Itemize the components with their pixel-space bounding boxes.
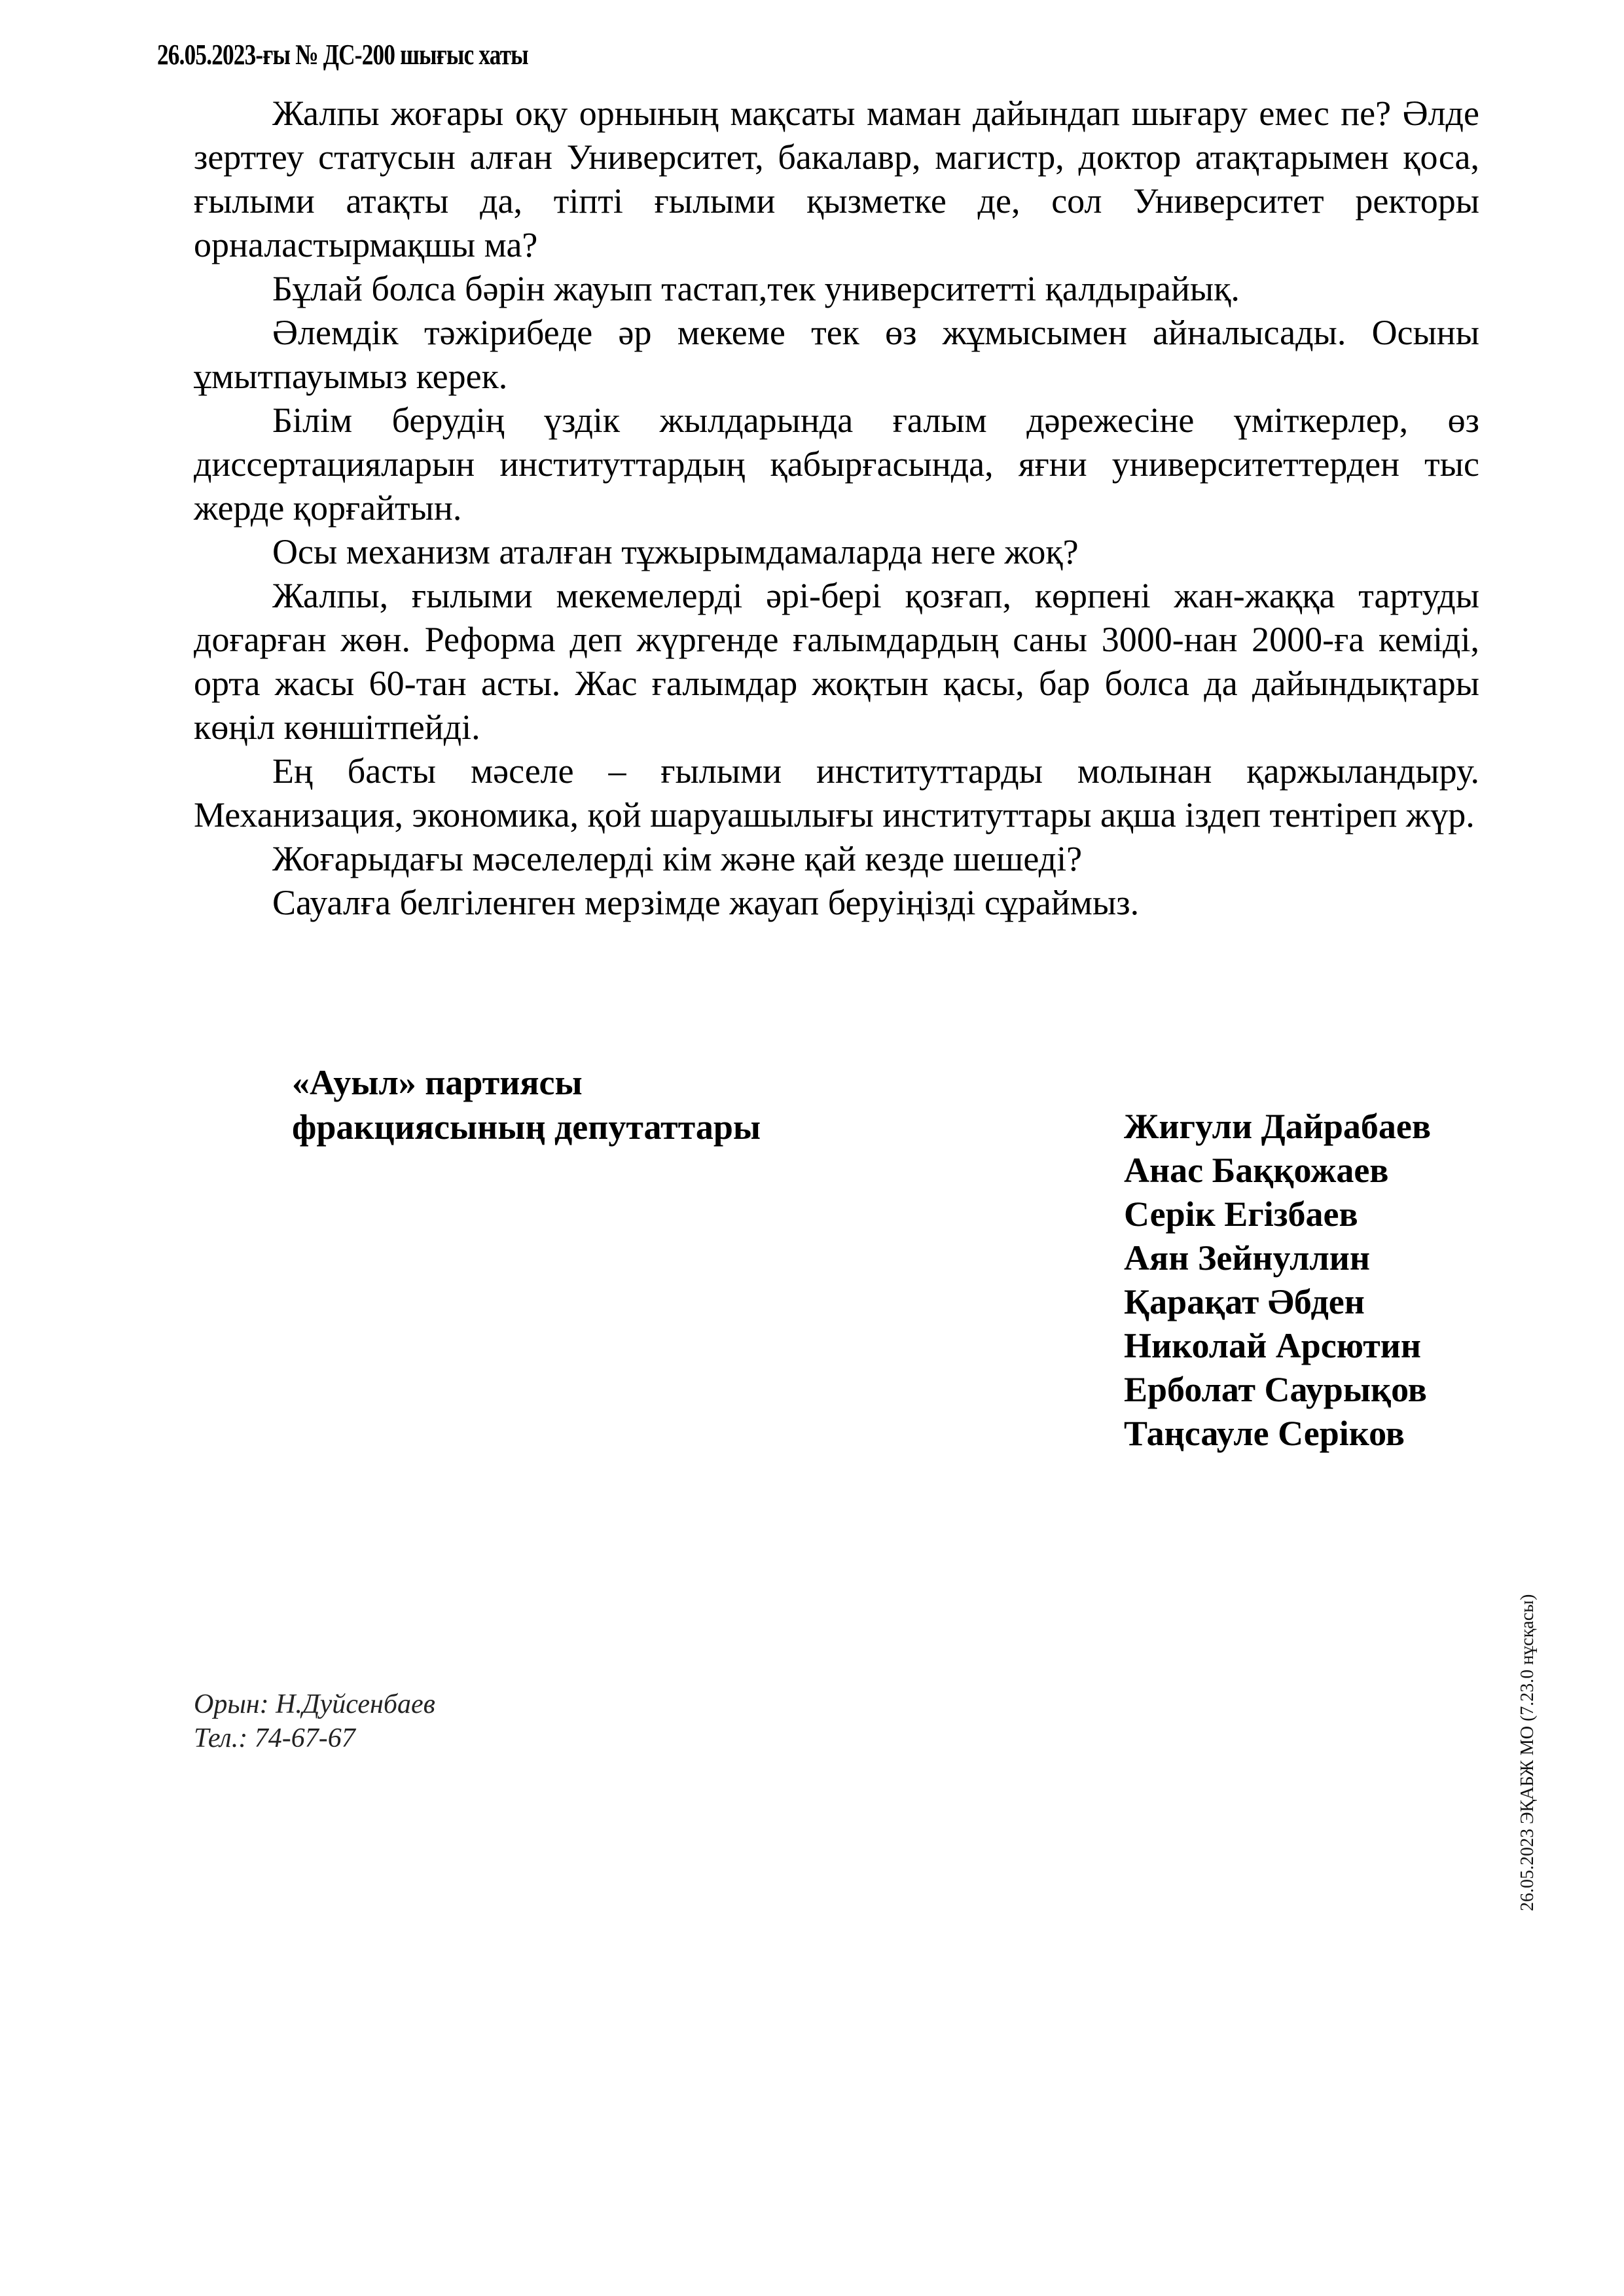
deputy-name: Жигули Дайрабаев bbox=[1124, 1107, 1432, 1146]
party-name: «Ауыл» партиясы bbox=[292, 1063, 583, 1102]
paragraph: Жалпы жоғары оқу орнының мақсаты маман дайындап шығару емес пе? Әлде зерттеу статусын алған Университет, бакалавр, магистр, доктор атақтарымен қоса, ғылыми атақты да, тіпті ғылыми қызметке де, сол Университет ректоры орналастырмақшы ма? bbox=[194, 94, 1479, 264]
paragraph: Білім берудің үздік жылдарында ғалым дәрежесіне үміткерлер, өз диссертацияларын институттардың қабырғасында, яғни университеттерден тыс жерде қорғайтын. bbox=[194, 401, 1479, 528]
paragraph: Бұлай болса бәрін жауып тастап,тек университетті қалдырайық. bbox=[272, 269, 1240, 308]
deputy-name: Анас Баққожаев bbox=[1124, 1151, 1389, 1190]
paragraph: Сауалға белгіленген мерзімде жауап беруіңізді сұраймыз. bbox=[272, 883, 1140, 922]
paragraph: Әлемдік тәжірибеде әр мекеме тек өз жұмысымен айналысады. Осыны ұмытпауымыз керек. bbox=[194, 313, 1479, 396]
party-faction-signature-block bbox=[292, 1060, 761, 1149]
vertical-registration-stamp: 26.05.2023 ЭҚАБЖ МО (7.23.0 нұсқасы) bbox=[1517, 1594, 1538, 1911]
deputy-name: Серік Егізбаев bbox=[1124, 1194, 1358, 1234]
paragraph: Жоғарыдағы мәселелерді кім және қай кезде шешеді? bbox=[272, 839, 1083, 878]
deputy-name: Қарақат Әбден bbox=[1124, 1282, 1365, 1321]
faction-deputies-label: фракциясының депутаттары bbox=[292, 1107, 761, 1147]
executor-info bbox=[194, 1687, 435, 1755]
letter-body bbox=[194, 92, 1479, 925]
paragraph: Ең басты мәселе – ғылыми институттарды молынан қаржыландыру. Механизация, экономика, қой шаруашылығы институттары ақша іздеп тентіреп жүр. bbox=[194, 751, 1479, 834]
deputy-name: Таңсауле Серіков bbox=[1124, 1414, 1405, 1453]
paragraph: Осы механизм аталған тұжырымдамаларда неге жоқ? bbox=[272, 532, 1079, 571]
document-reference-header: 26.05.2023-ғы № ДС-200 шығыс хаты bbox=[157, 39, 528, 71]
deputy-name: Ерболат Саурықов bbox=[1124, 1370, 1427, 1409]
executor-name: Орын: Н.Дуйсенбаев bbox=[194, 1689, 435, 1719]
deputy-name: Аян Зейнуллин bbox=[1124, 1238, 1370, 1278]
executor-phone: Тел.: 74-67-67 bbox=[194, 1723, 355, 1753]
deputy-name: Николай Арсютин bbox=[1124, 1326, 1422, 1365]
paragraph: Жалпы, ғылыми мекемелерді әрі-бері қозғап, көрпені жан-жаққа тартуды доғарған жөн. Реформа деп жүргенде ғалымдардың саны 3000-нан 2000-ға кеміді, орта жасы 60-тан асты. Жас ғалымдар жоқтын қасы, бар болса да дайындықтары көңіл көншітпейді. bbox=[194, 576, 1479, 747]
deputies-list bbox=[1124, 1105, 1431, 1456]
